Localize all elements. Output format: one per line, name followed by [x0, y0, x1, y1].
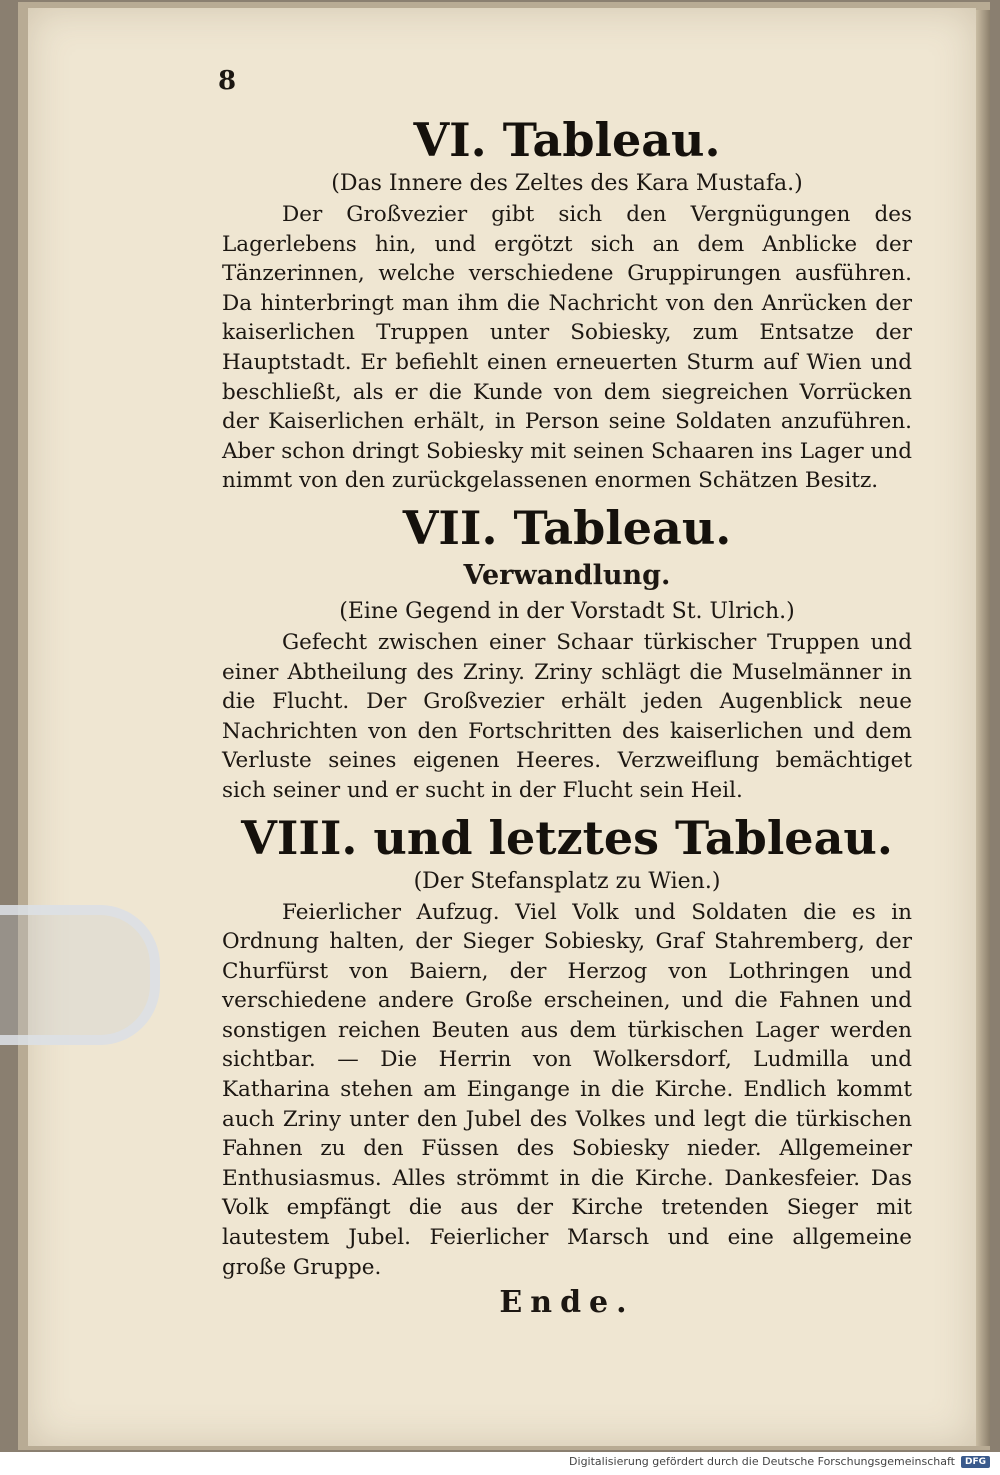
end-marker: Ende.: [499, 1285, 635, 1321]
page-content: [222, 60, 912, 1324]
paragraph-vii: Gefecht zwischen einer Schaar türkischer Truppen und einer Abtheilung des Zriny. Zriny schlägt die Muselmänner in die Flucht. Der Großvezier erhält jeden Augenblick neue Nachrichten von den Fortschritten des kaiserlichen und dem Verluste seines eigenen Heeres. Verzweiflung bemächtiget sich seiner und er sucht in der Flucht sein Heil.: [222, 629, 912, 803]
footer-credit: [569, 1455, 990, 1468]
subheading-verwandlung: Verwandlung.: [463, 559, 671, 591]
page-number: 8: [218, 66, 237, 96]
section-heading-vii: VII. Tableau.: [402, 500, 732, 555]
section-heading-vi: VI. Tableau.: [413, 113, 721, 167]
section-heading-viii: VIII. und letztes Tableau.: [241, 810, 893, 865]
stage-direction-viii: (Der Stefansplatz zu Wien.): [413, 868, 721, 894]
stage-direction-vii: (Eine Gegend in der Vorstadt St. Ulrich.): [339, 598, 795, 624]
dfg-logo: DFG: [961, 1456, 990, 1468]
page-edge: [976, 10, 990, 1446]
paper-clip: [0, 905, 160, 1045]
footer-text: Digitalisierung gefördert durch die Deutsche Forschungsgemeinschaft: [569, 1455, 955, 1468]
stage-direction-vi: (Das Innere des Zeltes des Kara Mustafa.): [331, 171, 803, 196]
paragraph-vi: Der Großvezier gibt sich den Vergnügungen des Lagerlebens hin, und ergötzt sich an dem Anblicke der Tänzerinnen, welche verschiedene Gruppirungen ausführen. Da hinterbringt man ihm die Nachricht von den Anrücken der kaiserlichen Truppen unter Sobiesky, zum Entsatze der Hauptstadt. Er befiehlt einen erneuerten Sturm auf Wien und beschließt, als er die Kunde von dem siegreichen Vorrücken der Kaiserlichen erhält, in Person seine Soldaten anzuführen. Aber schon dringt Sobiesky mit seinen Schaaren ins Lager und nimmt von den zurückgelassenen enormen Schätzen Besitz.: [222, 202, 912, 494]
paragraph-viii: Feierlicher Aufzug. Viel Volk und Soldaten die es in Ordnung halten, der Sieger Sobiesky, Graf Stahremberg, der Churfürst von Baiern, der Herzog von Lothringen und verschiedene andere Große erscheinen, und die Fahnen und sonstigen reichen Beuten aus dem türkischen Lager werden sichtbar. — Die Herrin von Wolkersdorf, Ludmilla und Katharina stehen am Eingange in die Kirche. Endlich kommt auch Zriny unter den Jubel des Volkes und legt die türkischen Fahnen zu den Füssen des Sobiesky nieder. Allgemeiner Enthusiasmus. Alles strömmt in die Kirche. Dankesfeier. Das Volk empfängt die aus der Kirche tretenden Sieger mit lautestem Jubel. Feierlicher Marsch und eine allgemeine große Gruppe.: [222, 899, 912, 1280]
